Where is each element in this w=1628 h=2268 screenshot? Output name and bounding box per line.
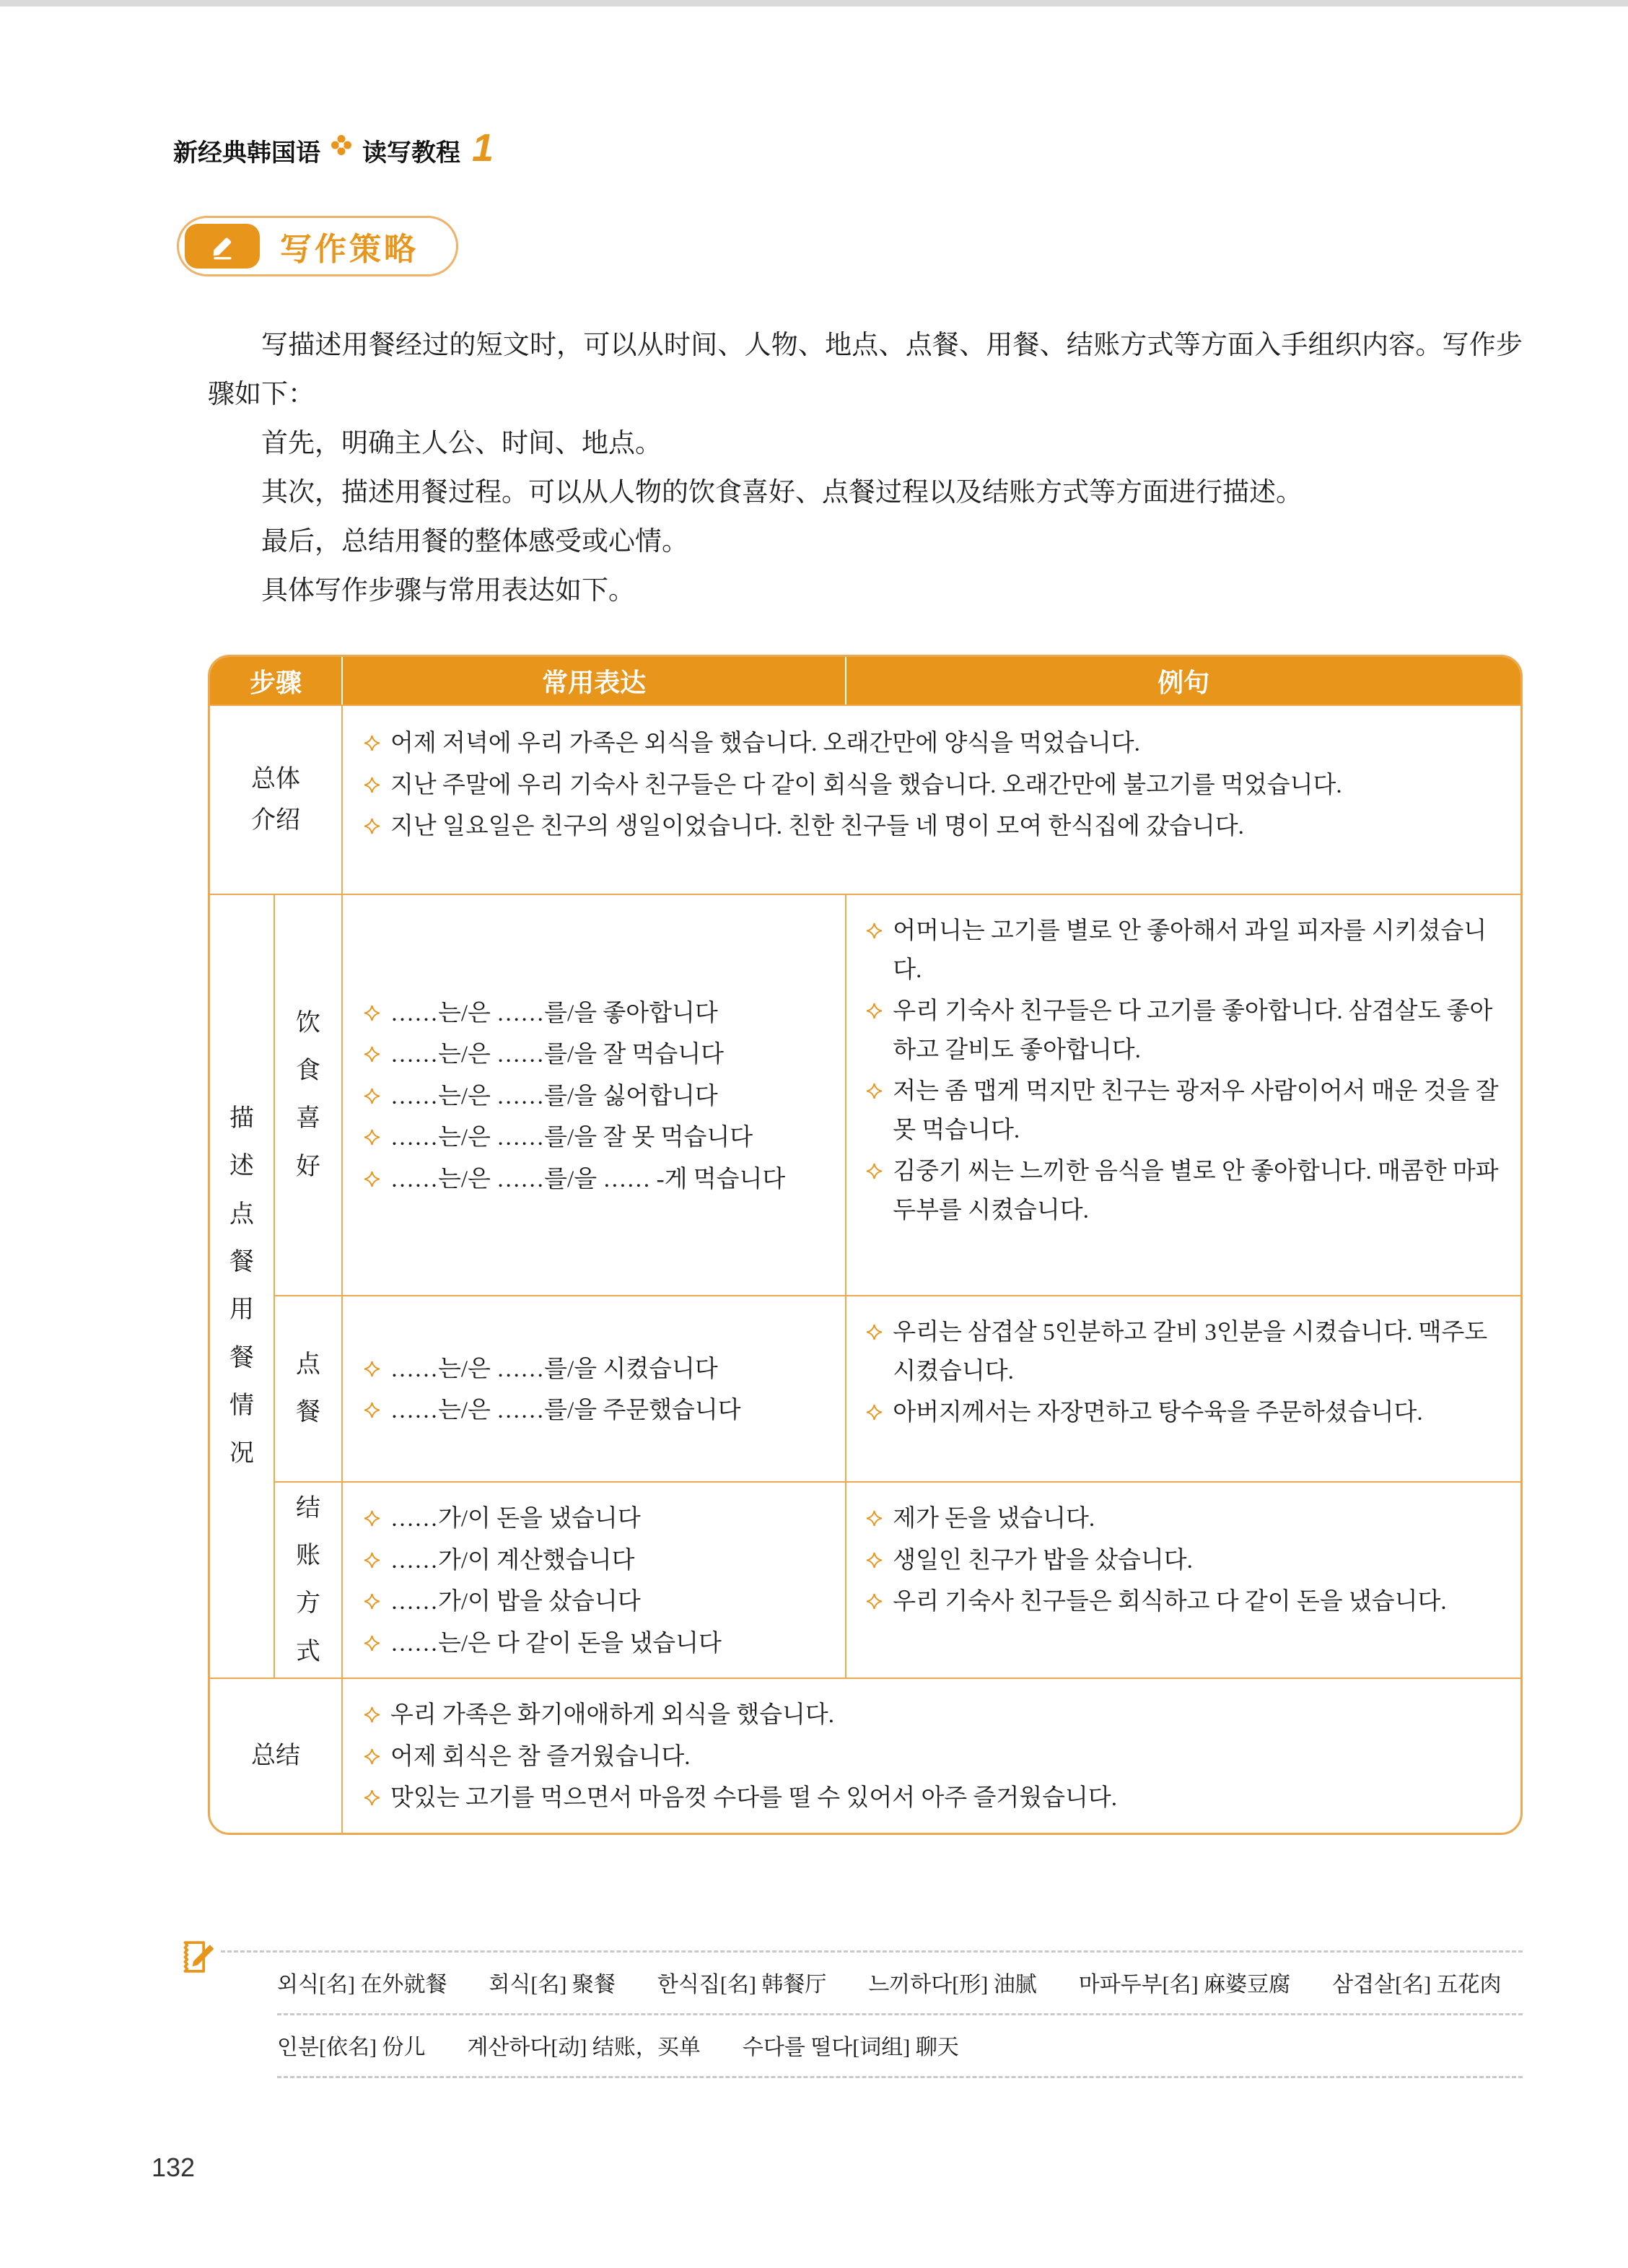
sparkle-bullet-icon (363, 1045, 381, 1063)
vocabulary-section (208, 1950, 1523, 2078)
bullet-item (362, 995, 831, 1033)
bullet-text: 제가 돈을 냈습니다. (893, 1506, 1095, 1532)
bullet-text: 어제 회식은 참 즐거웠습니다. (390, 1743, 691, 1770)
overview-content (341, 705, 1520, 894)
bullet-text: ……는/은 ……를/을 잘 못 먹습니다 (390, 1125, 753, 1151)
bullet-item (864, 1583, 1506, 1621)
bullet-item (864, 1500, 1506, 1538)
bullet-text: ……가/이 계산했습니다 (390, 1547, 635, 1574)
sparkle-bullet-icon (865, 1592, 883, 1610)
bullet-item (362, 1351, 831, 1389)
bullet-text: 우리 기숙사 친구들은 회식하고 다 같이 돈을 냈습니다. (893, 1589, 1447, 1615)
bullet-text: 어머니는 고기를 별로 안 좋아해서 과일 피자를 시키셨습니다. (893, 918, 1487, 983)
bullet-text: 우리 가족은 화기애애하게 외식을 했습니다. (390, 1702, 835, 1729)
bullet-text: 우리 기숙사 친구들은 다 고기를 좋아합니다. 삼겹살도 좋아하고 갈비도 좋아합니다. (893, 998, 1493, 1063)
vocab-entry: 인분[依名] 份儿 (277, 2035, 426, 2059)
bullet-item (864, 1394, 1506, 1432)
intro-paragraphs (208, 321, 1523, 616)
sparkle-bullet-icon (363, 817, 381, 835)
sparkle-bullet-icon (363, 1004, 381, 1022)
header-cell-step: 步骤 (210, 657, 341, 705)
sparkle-bullet-icon (865, 1509, 883, 1527)
flower-icon (331, 134, 352, 162)
bullet-item (362, 1779, 1502, 1818)
vocab-entry: 삼겹살[名] 五花肉 (1332, 1972, 1502, 1997)
bullet-item (362, 808, 1502, 846)
sparkle-bullet-icon (865, 1002, 883, 1020)
sparkle-bullet-icon (865, 1551, 883, 1569)
vocab-line (277, 2015, 1523, 2078)
bullet-text: ……는/은 다 같이 돈을 냈습니다 (390, 1630, 722, 1657)
running-head (173, 0, 1523, 168)
sparkle-bullet-icon (363, 776, 381, 794)
bullet-item (362, 1161, 831, 1199)
bullet-item (362, 1583, 831, 1621)
note-pencil-icon (175, 1934, 221, 1980)
sparkle-bullet-icon (363, 1401, 381, 1419)
header-cell-examples: 例句 (845, 657, 1520, 705)
intro-paragraph: 其次，描述用餐过程。可以从人物的饮食喜好、点餐过程以及结账方式等方面进行描述。 (261, 478, 1303, 508)
bullet-item (362, 1392, 831, 1430)
bullet-item (362, 767, 1502, 805)
expressions-ordering (341, 1295, 845, 1481)
intro-paragraph: 首先，明确主人公、时间、地点。 (261, 429, 662, 459)
sparkle-bullet-icon (363, 734, 381, 752)
sparkle-bullet-icon (363, 1128, 381, 1146)
sparkle-bullet-icon (865, 922, 883, 940)
expressions-payment (341, 1481, 845, 1678)
volume-number: 1 (472, 126, 494, 170)
vocab-entry: 계산하다[动] 结账，买单 (467, 2035, 701, 2059)
bullet-item (362, 1696, 1502, 1735)
bullet-text: 맛있는 고기를 먹으면서 마음껏 수다를 떨 수 있어서 아주 즐거웠습니다. (390, 1785, 1117, 1812)
header-cell-expressions: 常用表达 (341, 657, 845, 705)
sparkle-bullet-icon (363, 1592, 381, 1610)
examples-ordering (845, 1295, 1520, 1481)
course-title: 读写教程 (362, 139, 460, 167)
bullet-item (864, 1542, 1506, 1580)
bullet-text: 생일인 친구가 밥을 샀습니다. (893, 1547, 1193, 1574)
pencil-icon (185, 224, 260, 269)
examples-preferences (845, 894, 1520, 1295)
bullet-text: ……는/은 ……를/을 …… -게 먹습니다 (390, 1166, 786, 1192)
intro-paragraph: 写描述用餐经过的短文时，可以从时间、人物、地点、点餐、用餐、结账方式等方面入手组织内容。写作步骤如下： (208, 331, 1523, 410)
bullet-text: 아버지께서는 자장면하고 탕수육을 주문하셨습니다. (893, 1400, 1423, 1426)
vocab-entry: 느끼하다[形] 油腻 (868, 1972, 1037, 1997)
subrow-label-preferences: 饮食喜好 (273, 894, 341, 1295)
section-title: 写作策略 (280, 232, 419, 267)
bullet-item (362, 1078, 831, 1116)
intro-paragraph: 具体写作步骤与常用表达如下。 (261, 576, 635, 606)
expressions-preferences (341, 894, 845, 1295)
sparkle-bullet-icon (363, 1170, 381, 1188)
sparkle-bullet-icon (363, 1789, 381, 1807)
vocab-entry: 회식[名] 聚餐 (489, 1972, 616, 1997)
sparkle-bullet-icon (363, 1509, 381, 1527)
sparkle-bullet-icon (363, 1087, 381, 1105)
section-badge-row (208, 168, 1523, 276)
row-label-summary: 总结 (210, 1678, 341, 1832)
bullet-text: 지난 일요일은 친구의 생일이었습니다. 친한 친구들 네 명이 모여 한식집에 갔습니다. (390, 814, 1244, 840)
subrow-label-ordering: 点餐 (273, 1295, 341, 1481)
bullet-item (362, 1500, 831, 1538)
bullet-item (362, 1738, 1502, 1776)
vocab-entry: 마파두부[名] 麻婆豆腐 (1078, 1972, 1291, 1997)
bullet-text: 저는 좀 맵게 먹지만 친구는 광저우 사람이어서 매운 것을 잘 못 먹습니다. (893, 1078, 1499, 1143)
examples-payment (845, 1481, 1520, 1678)
bullet-text: ……는/은 ……를/을 잘 먹습니다 (390, 1042, 724, 1068)
bullet-item (864, 1314, 1506, 1391)
bullet-item (864, 993, 1506, 1070)
sparkle-bullet-icon (363, 1360, 381, 1378)
sparkle-bullet-icon (865, 1162, 883, 1180)
bullet-item (362, 1625, 831, 1663)
vocab-entry: 외식[名] 在外就餐 (277, 1972, 447, 1997)
sparkle-bullet-icon (865, 1323, 883, 1341)
bullet-text: 어제 저녁에 우리 가족은 외식을 했습니다. 오래간만에 양식을 먹었습니다. (390, 730, 1140, 757)
subrow-label-payment: 结账方式 (273, 1481, 341, 1678)
bullet-text: 우리는 삼겹살 5인분하고 갈비 3인분을 시켰습니다. 맥주도 시켰습니다. (893, 1320, 1488, 1384)
row-label-overview: 总体介绍 (210, 705, 341, 894)
sparkle-bullet-icon (363, 1748, 381, 1766)
bullet-item (864, 912, 1506, 990)
vocab-entry: 한식집[名] 韩餐厅 (657, 1972, 827, 1997)
sparkle-bullet-icon (363, 1706, 381, 1724)
section-badge (177, 216, 458, 276)
bullet-item (864, 1153, 1506, 1230)
sparkle-bullet-icon (363, 1634, 381, 1652)
bullet-item (362, 1542, 831, 1580)
intro-paragraph: 最后，总结用餐的整体感受或心情。 (261, 527, 688, 557)
bullet-text: 김중기 씨는 느끼한 음식을 별로 안 좋아합니다. 매콤한 마파두부를 시켰습니다. (893, 1159, 1499, 1224)
vocab-entry: 수다를 떨다[词组] 聊天 (742, 2035, 959, 2059)
bullet-text: ……가/이 밥을 샀습니다 (390, 1589, 641, 1615)
bullet-text: ……는/은 ……를/을 좋아합니다 (390, 1000, 718, 1026)
sparkle-bullet-icon (865, 1403, 883, 1421)
bullet-item (362, 725, 1502, 763)
bullet-text: ……는/은 ……를/을 시켰습니다 (390, 1356, 718, 1383)
bullet-text: 지난 주말에 우리 기숙사 친구들은 다 같이 회식을 했습니다. 오래간만에 불고기를 먹었습니다. (390, 772, 1342, 798)
page-number: 132 (152, 2153, 196, 2182)
bullet-item (864, 1073, 1506, 1150)
sparkle-bullet-icon (363, 1551, 381, 1569)
bullet-item (362, 1119, 831, 1157)
bullet-text: ……는/은 ……를/을 주문했습니다 (390, 1397, 741, 1424)
bullet-item (362, 1036, 831, 1074)
sparkle-bullet-icon (865, 1082, 883, 1100)
row-label-describe: 描述点餐用餐情况 (210, 894, 273, 1678)
series-title: 新经典韩国语 (173, 139, 320, 167)
expressions-table (208, 655, 1523, 1834)
bullet-text: ……는/은 ……를/을 싫어합니다 (390, 1083, 718, 1109)
summary-content (341, 1678, 1520, 1832)
page-content (173, 0, 1523, 2078)
scan-edge (0, 0, 1628, 6)
vocab-line (277, 1953, 1523, 2015)
bullet-text: ……가/이 돈을 냈습니다 (390, 1506, 641, 1532)
